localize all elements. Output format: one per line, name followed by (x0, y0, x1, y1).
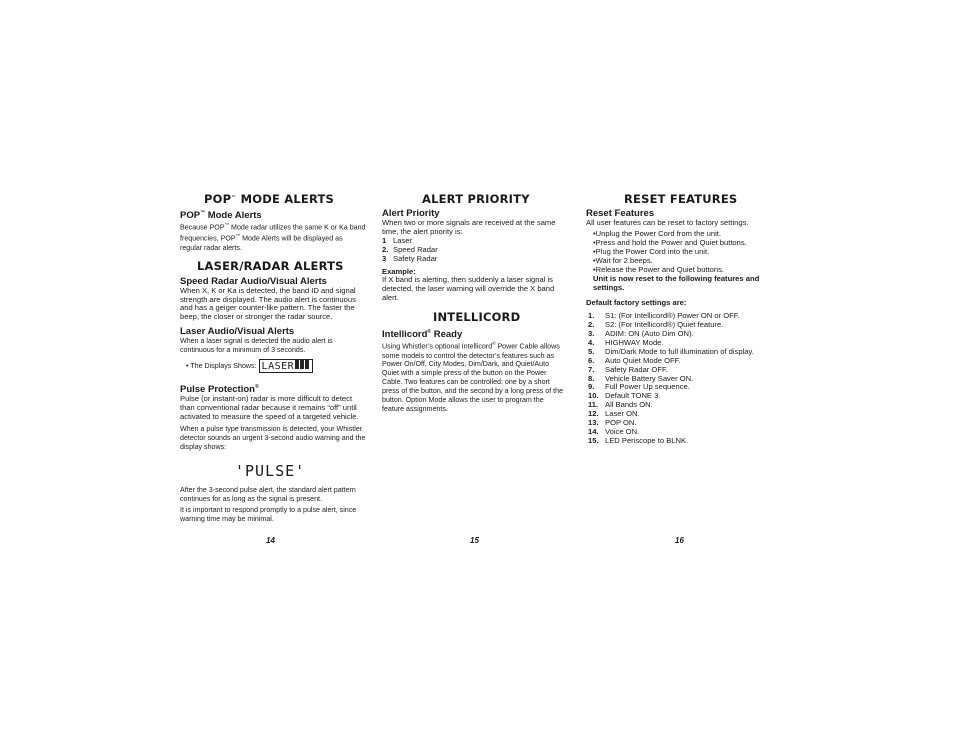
list-item-label: Safety Radar (393, 253, 438, 263)
intellicord-heading: INTELLICORD (433, 310, 521, 325)
list-item-number: 1. (588, 311, 595, 321)
pulse-protection-text-1: Pulse (or instant-on) radar is more difficult to detect than conventional radar because it remains “off” until activated to measure the speed of a targeted vehicle. (180, 394, 359, 421)
list-item-label: All Bands ON. (605, 400, 653, 410)
list-item-number: 8. (588, 373, 595, 383)
alert-priority-text: When two or more signals are received at the same time, the alert priority is: (382, 218, 556, 236)
page-14-column (180, 192, 366, 524)
list-item-label: POP ON. (605, 418, 637, 428)
list-item (586, 437, 772, 446)
laser-lcd-display (259, 359, 314, 373)
page-number-14: 14 (266, 536, 275, 545)
list-item-label: S2: (For Intellicord®) Quiet feature. (605, 320, 724, 330)
laser-alerts-subheading: Laser Audio/Visual Alerts (180, 326, 295, 338)
page-16-column (586, 192, 772, 446)
list-item-label: Speed Radar (393, 244, 438, 254)
list-item-number: 9. (588, 382, 595, 392)
list-item-number: 15. (588, 435, 599, 445)
laser-display-line (186, 359, 366, 373)
page-number-16: 16 (675, 536, 684, 545)
list-item-number: 2. (382, 244, 389, 254)
list-item-label: Auto Quiet Mode OFF. (605, 355, 681, 365)
list-item-number: 2. (588, 320, 595, 330)
page-15-column (382, 192, 564, 414)
example-label: Example: (382, 266, 416, 276)
reset-step: •Press and hold the Power and Quiet buttons. (593, 237, 747, 247)
laser-display-label: • The Displays Shows: (186, 361, 257, 370)
pop-mode-alerts-text: Because POP™ Mode radar utilizes the same K or Ka band frequencies, POP™ Mode Alerts will be displayed as regular radar alerts. (180, 222, 366, 252)
page-number-15: 15 (470, 536, 479, 545)
default-settings-label: Default factory settings are: (586, 298, 687, 308)
reset-features-subheading: Reset Features (586, 208, 655, 219)
reset-step: •Wait for 2 beeps. (593, 255, 653, 265)
example-text: If X band is alerting, then suddenly a laser signal is detected, the laser warning will override the X band alert. (382, 275, 555, 303)
list-item-number: 3 (382, 253, 387, 263)
list-item-number: 13. (588, 418, 599, 428)
reset-step: •Unplug the Power Cord from the unit. (593, 228, 722, 238)
pulse-protection-text-3: After the 3-second pulse alert, the standard alert pattern continues for as long as the signal is present. (180, 485, 356, 503)
alert-priority-heading: ALERT PRIORITY (422, 192, 530, 206)
laser-lcd-text: LASER (261, 361, 295, 373)
reset-features-text: All user features can be reset to factory settings. (586, 218, 749, 227)
list-item-number: 11. (588, 400, 599, 410)
list-item-number: 4. (588, 337, 595, 347)
list-item-label: HIGHWAY Mode. (605, 337, 664, 347)
speed-radar-alerts-text: When X, K or Ka is detected, the band ID and signal strength are displayed. The audio alert is continuous and has a geiger counter-like pattern. The faster the beep, the closer or stronger the radar source. (180, 285, 356, 322)
reset-steps-list (586, 230, 772, 275)
list-item-label: LED Periscope to BLNK. (605, 435, 689, 445)
intellicord-ready-subheading: Intellicord® Ready (382, 329, 463, 341)
pulse-lcd-display: 'PULSE' (235, 461, 306, 480)
reset-step: •Release the Power and Quiet buttons. (593, 264, 724, 274)
speed-radar-alerts-subheading: Speed Radar Audio/Visual Alerts (180, 275, 327, 287)
list-item-label: Laser (393, 235, 412, 245)
reset-note: Unit is now reset to the following features and settings. (593, 274, 760, 293)
pulse-protection-text-2: When a pulse type transmission is detected, your Whistler detector sounds an urgent 3-second audio warning and the display shows: (180, 424, 366, 451)
pop-mode-alerts-heading: POP™ MODE ALERTS (204, 192, 335, 206)
list-item-label: Voice ON. (605, 426, 640, 436)
list-item-number: 12. (588, 409, 599, 419)
intellicord-ready-text: Using Whistler’s optional Intellicord® Power Cable allows some models to control the detector’s features such as Power On/Off, City Modes, Dim/Dark, and Quiet/Auto Quiet with a simple press of the button on the Power Cable. Two features can be controlled: one by a short press of the button, and the second by a long press of the button. Option Mode allows the user to program the feature assignments. (382, 341, 564, 414)
alert-priority-list (382, 237, 564, 264)
list-item-label: Full Power Up sequence. (605, 382, 690, 392)
list-item-number: 6. (588, 355, 595, 365)
list-item-number: 7. (588, 364, 595, 374)
list-item-number: 3. (588, 328, 595, 338)
alert-priority-subheading: Alert Priority (382, 208, 440, 219)
list-item-label: Vehicle Battery Saver ON. (605, 373, 694, 383)
list-item-label: Default TONE 3. (605, 391, 661, 401)
laser-alerts-text: When a laser signal is detected the audio alert is continuous for a minimum of 3 seconds. (180, 337, 333, 355)
pulse-protection-subheading: Pulse Protection® (180, 384, 259, 396)
signal-bars-icon (295, 360, 310, 372)
laser-radar-alerts-heading: LASER/RADAR ALERTS (197, 258, 344, 273)
default-settings-list (586, 312, 772, 446)
list-item-number: 1 (382, 235, 387, 245)
list-item-label: Safety Radar OFF. (605, 364, 668, 374)
reset-step: •Plug the Power Cord into the unit. (593, 246, 710, 256)
list-item-number: 14. (588, 426, 599, 436)
pop-mode-alerts-subheading: POP™ Mode Alerts (180, 210, 262, 222)
list-item-label: S1: (For Intellicord®) Power ON or OFF. (605, 311, 740, 321)
list-item-label: Dim/Dark Mode to full illumination of display. (605, 346, 754, 356)
list-item-number: 5. (588, 346, 595, 356)
pulse-protection-text-4: It is important to respond promptly to a pulse alert, since warning time may be minimal. (180, 506, 357, 524)
list-item-label: Laser ON. (605, 409, 640, 419)
reset-features-heading: RESET FEATURES (624, 192, 738, 206)
list-item-number: 10. (588, 391, 599, 401)
list-item (382, 255, 564, 264)
list-item-label: ADIM: ON (Auto Dim ON). (605, 328, 694, 338)
